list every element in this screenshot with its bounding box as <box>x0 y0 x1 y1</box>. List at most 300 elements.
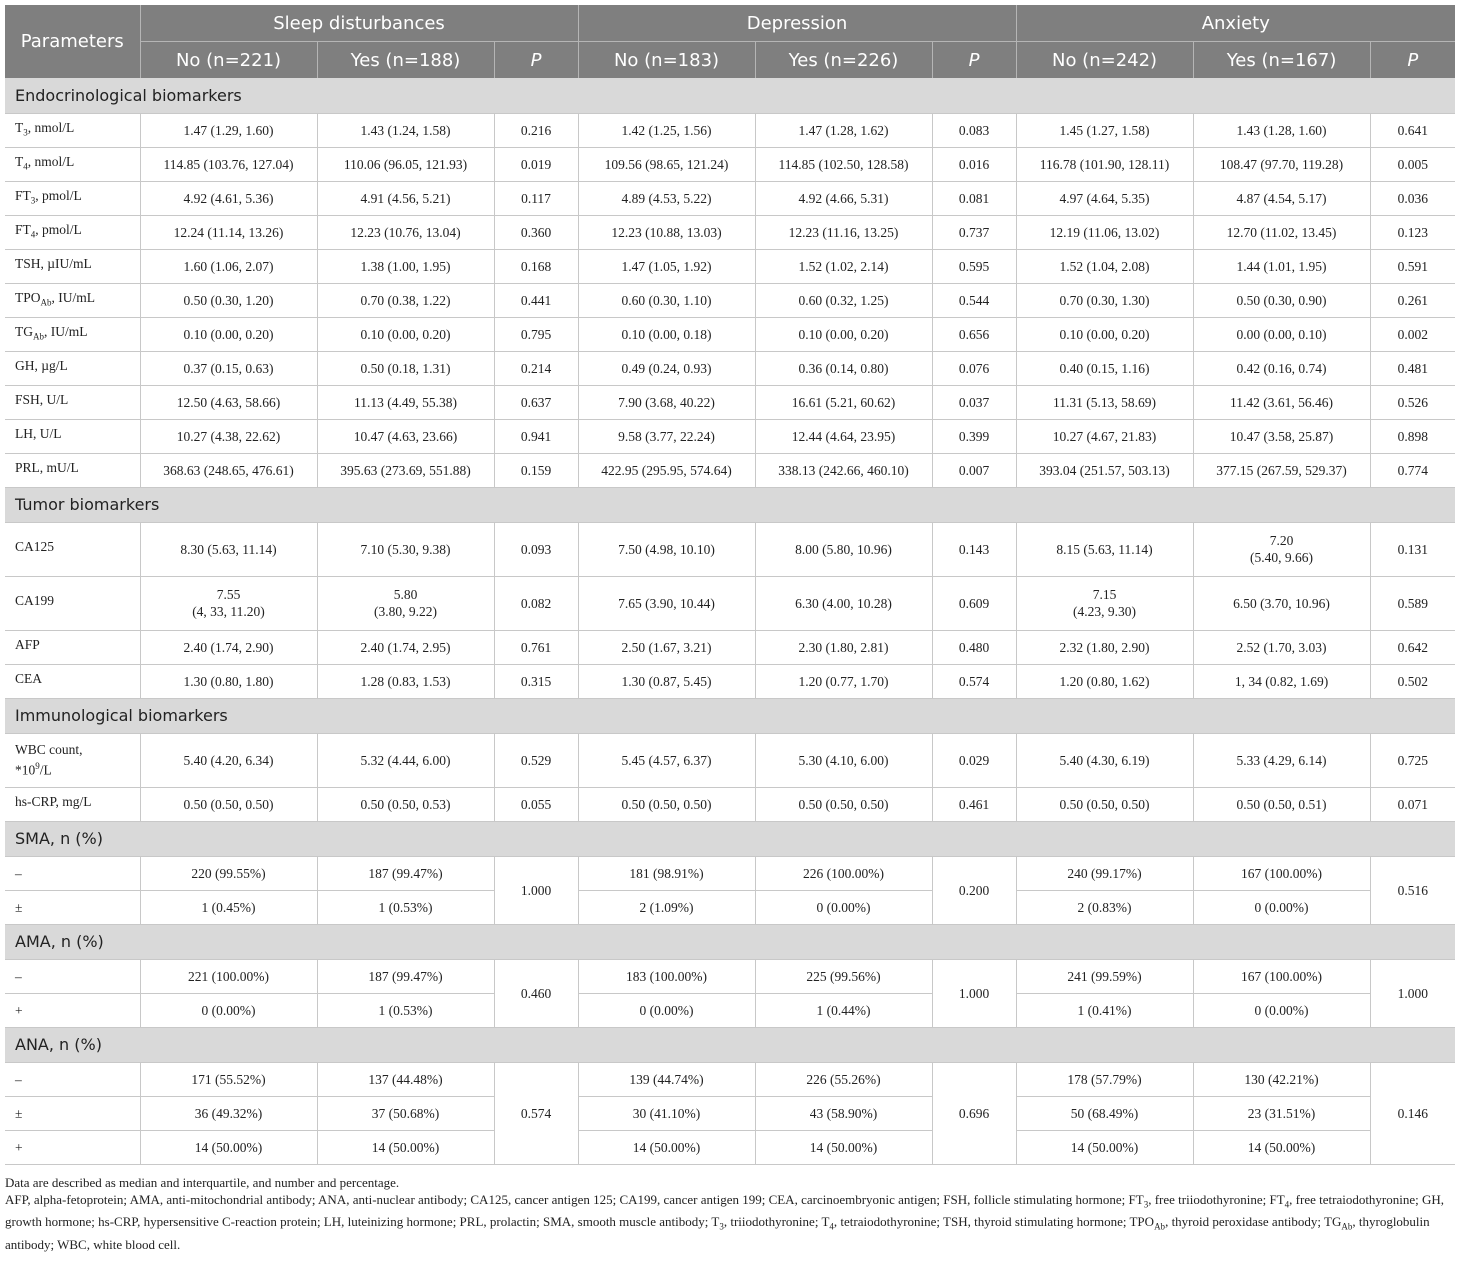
p-value-cell: 0.761 <box>494 630 578 664</box>
value-cell: 11.31 (5.13, 58.69) <box>1016 385 1193 419</box>
p-value-cell: 0.123 <box>1370 215 1455 249</box>
value-cell: 0.50 (0.50, 0.50) <box>140 787 317 821</box>
parameter-label: AFP <box>15 636 40 652</box>
table-row <box>5 522 1455 576</box>
value-cell: 1.30 (0.80, 1.80) <box>140 664 317 698</box>
value-cell: 0.70 (0.38, 1.22) <box>317 283 494 317</box>
p-value-cell: 0.036 <box>1370 181 1455 215</box>
abbrev-text: , free tetraiodothyronine; GH, growth hormone; hs-CRP, hypersensitive C-reaction protein; LH, luteinizing hormone; PRL, prolactin; SMA, smooth muscle antibody; T <box>5 1191 1445 1230</box>
value-cell: 0.40 (0.15, 1.16) <box>1016 351 1193 385</box>
p-value-cell: 0.076 <box>932 351 1016 385</box>
p-value-cell: 0.481 <box>1370 351 1455 385</box>
value-cell: 0.00 (0.00, 0.10) <box>1193 317 1370 351</box>
value-cell: 1.52 (1.02, 2.14) <box>755 249 932 283</box>
value-cell: 0 (0.00%) <box>755 890 932 924</box>
value-cell: 110.06 (96.05, 121.93) <box>317 147 494 181</box>
table-row <box>5 993 1455 1027</box>
p-value-cell: 0.637 <box>494 385 578 419</box>
p-value-cell: 0.081 <box>932 181 1016 215</box>
p-value-cell: 0.591 <box>1370 249 1455 283</box>
value-cell: 0.50 (0.18, 1.31) <box>317 351 494 385</box>
value-cell: 220 (99.55%) <box>140 856 317 890</box>
value-cell: 14 (50.00%) <box>317 1130 494 1164</box>
p-value-cell: 0.461 <box>932 787 1016 821</box>
value-cell: 4.92 (4.66, 5.31) <box>755 181 932 215</box>
parameter-label: LH, U/L <box>15 425 62 441</box>
value-cell: 0.60 (0.30, 1.10) <box>578 283 755 317</box>
p-value-cell: 0.737 <box>932 215 1016 249</box>
value-cell: 0 (0.00%) <box>140 993 317 1027</box>
p-value-cell: 0.029 <box>932 733 1016 787</box>
value-cell: 5.80 (3.80, 9.22) <box>317 576 494 630</box>
value-cell: 7.65 (3.90, 10.44) <box>578 576 755 630</box>
value-cell: 108.47 (97.70, 119.28) <box>1193 147 1370 181</box>
category-label: ± <box>5 890 140 924</box>
table-row <box>5 147 1455 181</box>
abbrev-text: , thyroglobulin antibody; WBC, white blood cell. <box>5 1214 1430 1252</box>
value-cell: 1.47 (1.05, 1.92) <box>578 249 755 283</box>
value-cell: 178 (57.79%) <box>1016 1062 1193 1096</box>
value-cell: 11.13 (4.49, 55.38) <box>317 385 494 419</box>
value-cell: 0 (0.00%) <box>578 993 755 1027</box>
abbrev-text: , tetraiodothyronine; TSH, thyroid stimulating hormone; TPO <box>833 1214 1155 1230</box>
value-cell: 14 (50.00%) <box>1016 1130 1193 1164</box>
value-cell: 30 (41.10%) <box>578 1096 755 1130</box>
table-row <box>5 317 1455 351</box>
p-header: P <box>932 42 1016 79</box>
value-cell: 1.45 (1.27, 1.58) <box>1016 113 1193 147</box>
p-value-cell: 0.441 <box>494 283 578 317</box>
parameter-sub: 3 <box>30 195 36 206</box>
parameter-cell <box>5 351 140 385</box>
value-cell: 7.20 (5.40, 9.66) <box>1193 522 1370 576</box>
section-title: ANA, n (%) <box>5 1027 1455 1062</box>
value-cell: 5.40 (4.20, 6.34) <box>140 733 317 787</box>
value-cell: 12.24 (11.14, 13.26) <box>140 215 317 249</box>
value-cell: 7.90 (3.68, 40.22) <box>578 385 755 419</box>
value-cell: 4.89 (4.53, 5.22) <box>578 181 755 215</box>
p-value-cell: 0.595 <box>932 249 1016 283</box>
value-cell: 167 (100.00%) <box>1193 959 1370 993</box>
parameter-cell <box>5 419 140 453</box>
p-value-cell: 1.000 <box>494 856 578 924</box>
value-cell: 1 (0.41%) <box>1016 993 1193 1027</box>
p-value-cell: 0.016 <box>932 147 1016 181</box>
value-cell: 0.50 (0.50, 0.53) <box>317 787 494 821</box>
value-cell: 1.38 (1.00, 1.95) <box>317 249 494 283</box>
value-cell: 37 (50.68%) <box>317 1096 494 1130</box>
abbrev-text: , free triiodothyronine; FT <box>1148 1191 1285 1207</box>
abbrev-text: , thyroid peroxidase antibody; TG <box>1165 1214 1342 1230</box>
category-label: ± <box>5 1096 140 1130</box>
abbrev-sub: 4 <box>1284 1199 1290 1210</box>
parameter-cell <box>5 317 140 351</box>
p-value-cell: 0.071 <box>1370 787 1455 821</box>
category-label: – <box>5 1062 140 1096</box>
value-cell: 139 (44.74%) <box>578 1062 755 1096</box>
parameter-cell <box>5 249 140 283</box>
value-cell: 393.04 (251.57, 503.13) <box>1016 453 1193 487</box>
p-value-cell: 0.216 <box>494 113 578 147</box>
table-row <box>5 283 1455 317</box>
parameter-cell <box>5 522 140 576</box>
table-body <box>5 78 1455 1164</box>
sub-header: No (n=183) <box>578 42 755 79</box>
sub-header: Yes (n=226) <box>755 42 932 79</box>
parameter-sub: 4 <box>23 161 28 172</box>
section-row <box>5 924 1455 959</box>
value-cell: 14 (50.00%) <box>755 1130 932 1164</box>
value-cell: 12.70 (11.02, 13.45) <box>1193 215 1370 249</box>
table-row <box>5 453 1455 487</box>
value-cell: 5.45 (4.57, 6.37) <box>578 733 755 787</box>
data-table <box>5 5 1455 1165</box>
parameter-label: FSH, U/L <box>15 391 69 407</box>
p-value-cell: 0.795 <box>494 317 578 351</box>
p-value-cell: 0.516 <box>1370 856 1455 924</box>
value-cell: 221 (100.00%) <box>140 959 317 993</box>
abbrev-text: AFP, alpha-fetoprotein; AMA, anti-mitochondrial antibody; ANA, anti-nuclear antibody; CA125, cancer antigen 125; CA199, cancer antigen 199; CEA, carcinoembryonic antigen; FSH, follicle stimulating hormone; FT <box>5 1191 1144 1207</box>
p-value-cell: 0.131 <box>1370 522 1455 576</box>
value-cell: 9.58 (3.77, 22.24) <box>578 419 755 453</box>
p-value-cell: 0.656 <box>932 317 1016 351</box>
p-value-cell: 0.774 <box>1370 453 1455 487</box>
p-header: P <box>1370 42 1455 79</box>
p-value-cell: 0.589 <box>1370 576 1455 630</box>
value-cell: 1, 34 (0.82, 1.69) <box>1193 664 1370 698</box>
value-cell: 14 (50.00%) <box>1193 1130 1370 1164</box>
value-cell: 4.92 (4.61, 5.36) <box>140 181 317 215</box>
value-cell: 1 (0.44%) <box>755 993 932 1027</box>
value-cell: 130 (42.21%) <box>1193 1062 1370 1096</box>
sub-header: No (n=221) <box>140 42 317 79</box>
value-cell: 12.44 (4.64, 23.95) <box>755 419 932 453</box>
p-value-cell: 0.641 <box>1370 113 1455 147</box>
value-cell: 1.47 (1.29, 1.60) <box>140 113 317 147</box>
value-cell: 167 (100.00%) <box>1193 856 1370 890</box>
table-notes <box>5 1174 1455 1253</box>
p-value-cell: 0.480 <box>932 630 1016 664</box>
parameter-sub: 3 <box>23 127 28 138</box>
p-value-cell: 0.941 <box>494 419 578 453</box>
value-cell: 4.97 (4.64, 5.35) <box>1016 181 1193 215</box>
value-cell: 1.28 (0.83, 1.53) <box>317 664 494 698</box>
p-value-cell: 0.005 <box>1370 147 1455 181</box>
p-value-cell: 0.143 <box>932 522 1016 576</box>
value-cell: 11.42 (3.61, 56.46) <box>1193 385 1370 419</box>
value-cell: 8.15 (5.63, 11.14) <box>1016 522 1193 576</box>
value-cell: 23 (31.51%) <box>1193 1096 1370 1130</box>
table-row <box>5 856 1455 890</box>
p-value-cell: 0.526 <box>1370 385 1455 419</box>
p-value-cell: 0.529 <box>494 733 578 787</box>
value-cell: 5.32 (4.44, 6.00) <box>317 733 494 787</box>
value-cell: 0.70 (0.30, 1.30) <box>1016 283 1193 317</box>
table-row <box>5 1130 1455 1164</box>
value-cell: 0.50 (0.50, 0.50) <box>1016 787 1193 821</box>
p-value-cell: 0.502 <box>1370 664 1455 698</box>
value-cell: 1.43 (1.24, 1.58) <box>317 113 494 147</box>
value-cell: 2.50 (1.67, 3.21) <box>578 630 755 664</box>
value-cell: 338.13 (242.66, 460.10) <box>755 453 932 487</box>
p-value-cell: 0.083 <box>932 113 1016 147</box>
category-label: – <box>5 856 140 890</box>
value-cell: 0.10 (0.00, 0.20) <box>317 317 494 351</box>
value-cell: 114.85 (102.50, 128.58) <box>755 147 932 181</box>
value-cell: 116.78 (101.90, 128.11) <box>1016 147 1193 181</box>
value-cell: 2.40 (1.74, 2.90) <box>140 630 317 664</box>
section-row <box>5 698 1455 733</box>
value-cell: 1.52 (1.04, 2.08) <box>1016 249 1193 283</box>
value-cell: 225 (99.56%) <box>755 959 932 993</box>
table-row <box>5 181 1455 215</box>
parameter-cell <box>5 576 140 630</box>
table-row <box>5 419 1455 453</box>
p-value-cell: 0.007 <box>932 453 1016 487</box>
section-title: Endocrinological biomarkers <box>5 78 1455 113</box>
abbrev-sub: 4 <box>829 1221 834 1232</box>
value-cell: 1.20 (0.77, 1.70) <box>755 664 932 698</box>
value-cell: 1 (0.53%) <box>317 993 494 1027</box>
value-cell: 1 (0.53%) <box>317 890 494 924</box>
section-title: AMA, n (%) <box>5 924 1455 959</box>
parameter-cell <box>5 283 140 317</box>
p-value-cell: 0.037 <box>932 385 1016 419</box>
parameter-label: T <box>15 119 24 135</box>
value-cell: 1.20 (0.80, 1.62) <box>1016 664 1193 698</box>
value-cell: 12.50 (4.63, 58.66) <box>140 385 317 419</box>
abbrev-sub: 3 <box>719 1221 724 1232</box>
parameter-cell <box>5 733 140 787</box>
parameter-label: , IU/mL <box>44 323 88 339</box>
parameter-label: CEA <box>15 670 42 686</box>
value-cell: 1.42 (1.25, 1.56) <box>578 113 755 147</box>
table-row <box>5 630 1455 664</box>
value-cell: 7.15 (4.23, 9.30) <box>1016 576 1193 630</box>
p-value-cell: 0.002 <box>1370 317 1455 351</box>
value-cell: 12.23 (10.76, 13.04) <box>317 215 494 249</box>
abbrev-text: , triiodothyronine; T <box>723 1214 830 1230</box>
parameter-cell <box>5 664 140 698</box>
abbrev-sub: 3 <box>1143 1199 1149 1210</box>
parameter-label: , nmol/L <box>27 153 75 169</box>
p-header: P <box>494 42 578 79</box>
value-cell: 2 (1.09%) <box>578 890 755 924</box>
value-cell: 1.47 (1.28, 1.62) <box>755 113 932 147</box>
value-cell: 1.30 (0.87, 5.45) <box>578 664 755 698</box>
value-cell: 422.95 (295.95, 574.64) <box>578 453 755 487</box>
table-row <box>5 1096 1455 1130</box>
section-row <box>5 821 1455 856</box>
value-cell: 36 (49.32%) <box>140 1096 317 1130</box>
section-row <box>5 487 1455 522</box>
parameter-sup: 9 <box>35 761 40 772</box>
value-cell: 8.00 (5.80, 10.96) <box>755 522 932 576</box>
value-cell: 12.23 (11.16, 13.25) <box>755 215 932 249</box>
section-row <box>5 78 1455 113</box>
value-cell: 2.32 (1.80, 2.90) <box>1016 630 1193 664</box>
value-cell: 181 (98.91%) <box>578 856 755 890</box>
p-value-cell: 0.146 <box>1370 1062 1455 1164</box>
parameter-cell <box>5 385 140 419</box>
value-cell: 2.52 (1.70, 3.03) <box>1193 630 1370 664</box>
parameter-cell <box>5 787 140 821</box>
value-cell: 0.10 (0.00, 0.20) <box>1016 317 1193 351</box>
parameter-sub: Ab <box>40 297 52 308</box>
p-value-cell: 0.261 <box>1370 283 1455 317</box>
p-value-cell: 0.360 <box>494 215 578 249</box>
parameter-label: CA125 <box>15 538 55 554</box>
parameter-label: , pmol/L <box>35 221 82 237</box>
table-row <box>5 385 1455 419</box>
p-value-cell: 1.000 <box>932 959 1016 1027</box>
table-row <box>5 1062 1455 1096</box>
value-cell: 114.85 (103.76, 127.04) <box>140 147 317 181</box>
p-value-cell: 0.093 <box>494 522 578 576</box>
parameter-label: TSH, µIU/mL <box>15 255 92 271</box>
p-value-cell: 0.200 <box>932 856 1016 924</box>
sub-header: No (n=242) <box>1016 42 1193 79</box>
value-cell: 0.60 (0.32, 1.25) <box>755 283 932 317</box>
value-cell: 2.40 (1.74, 2.95) <box>317 630 494 664</box>
table-row <box>5 959 1455 993</box>
value-cell: 10.47 (3.58, 25.87) <box>1193 419 1370 453</box>
value-cell: 0.50 (0.50, 0.50) <box>755 787 932 821</box>
parameter-label: FT <box>15 187 31 203</box>
value-cell: 0.50 (0.30, 1.20) <box>140 283 317 317</box>
table-container <box>5 5 1455 1253</box>
p-value-cell: 0.055 <box>494 787 578 821</box>
abbreviations-line <box>5 1191 1455 1253</box>
value-cell: 395.63 (273.69, 551.88) <box>317 453 494 487</box>
value-cell: 8.30 (5.63, 11.14) <box>140 522 317 576</box>
value-cell: 2.30 (1.80, 2.81) <box>755 630 932 664</box>
value-cell: 368.63 (248.65, 476.61) <box>140 453 317 487</box>
value-cell: 10.27 (4.67, 21.83) <box>1016 419 1193 453</box>
value-cell: 0.10 (0.00, 0.20) <box>140 317 317 351</box>
sub-header: Yes (n=188) <box>317 42 494 79</box>
value-cell: 0.36 (0.14, 0.80) <box>755 351 932 385</box>
value-cell: 6.30 (4.00, 10.28) <box>755 576 932 630</box>
table-row <box>5 890 1455 924</box>
value-cell: 14 (50.00%) <box>578 1130 755 1164</box>
parameter-label: *10 <box>15 762 36 778</box>
value-cell: 0.50 (0.50, 0.51) <box>1193 787 1370 821</box>
p-value-cell: 0.609 <box>932 576 1016 630</box>
value-cell: 0 (0.00%) <box>1193 890 1370 924</box>
table-header <box>5 5 1455 78</box>
value-cell: 226 (55.26%) <box>755 1062 932 1096</box>
parameter-label: PRL, mU/L <box>15 459 79 475</box>
parameter-label: hs-CRP, mg/L <box>15 793 92 809</box>
value-cell: 0.50 (0.50, 0.50) <box>578 787 755 821</box>
p-value-cell: 0.725 <box>1370 733 1455 787</box>
parameter-cell <box>5 215 140 249</box>
table-row <box>5 215 1455 249</box>
group-header-depression: Depression <box>578 5 1016 42</box>
abbrev-sub: Ab <box>1341 1221 1353 1232</box>
parameter-label: CA199 <box>15 592 55 608</box>
parameter-label: WBC count, <box>15 742 83 758</box>
value-cell: 2 (0.83%) <box>1016 890 1193 924</box>
section-title: Immunological biomarkers <box>5 698 1455 733</box>
section-title: Tumor biomarkers <box>5 487 1455 522</box>
parameter-cell <box>5 147 140 181</box>
table-row <box>5 351 1455 385</box>
table-row <box>5 576 1455 630</box>
parameter-cell <box>5 113 140 147</box>
value-cell: 1.60 (1.06, 2.07) <box>140 249 317 283</box>
value-cell: 187 (99.47%) <box>317 856 494 890</box>
group-header-anxiety: Anxiety <box>1016 5 1455 42</box>
notes-line: Data are described as median and interquartile, and number and percentage. <box>5 1174 400 1190</box>
value-cell: 1.44 (1.01, 1.95) <box>1193 249 1370 283</box>
value-cell: 10.27 (4.38, 22.62) <box>140 419 317 453</box>
parameter-label: , pmol/L <box>35 187 82 203</box>
value-cell: 0.37 (0.15, 0.63) <box>140 351 317 385</box>
parameter-label: T <box>15 153 24 169</box>
table-row <box>5 733 1455 787</box>
value-cell: 43 (58.90%) <box>755 1096 932 1130</box>
parameter-sub: Ab <box>33 331 44 342</box>
parameter-label: , IU/mL <box>51 289 96 305</box>
value-cell: 240 (99.17%) <box>1016 856 1193 890</box>
value-cell: 7.50 (4.98, 10.10) <box>578 522 755 576</box>
category-label: + <box>5 993 140 1027</box>
p-value-cell: 0.159 <box>494 453 578 487</box>
value-cell: 7.10 (5.30, 9.38) <box>317 522 494 576</box>
value-cell: 183 (100.00%) <box>578 959 755 993</box>
p-value-cell: 0.019 <box>494 147 578 181</box>
parameter-label: TPO <box>15 289 41 305</box>
p-value-cell: 0.460 <box>494 959 578 1027</box>
p-value-cell: 0.168 <box>494 249 578 283</box>
table-row <box>5 113 1455 147</box>
parameter-sub: 4 <box>30 229 36 240</box>
p-value-cell: 0.898 <box>1370 419 1455 453</box>
p-value-cell: 1.000 <box>1370 959 1455 1027</box>
parameter-label: , nmol/L <box>27 119 75 135</box>
value-cell: 0.42 (0.16, 0.74) <box>1193 351 1370 385</box>
value-cell: 4.91 (4.56, 5.21) <box>317 181 494 215</box>
sub-header: Yes (n=167) <box>1193 42 1370 79</box>
value-cell: 4.87 (4.54, 5.17) <box>1193 181 1370 215</box>
value-cell: 12.19 (11.06, 13.02) <box>1016 215 1193 249</box>
parameter-label: GH, µg/L <box>15 357 68 373</box>
value-cell: 50 (68.49%) <box>1016 1096 1193 1130</box>
category-label: + <box>5 1130 140 1164</box>
value-cell: 6.50 (3.70, 10.96) <box>1193 576 1370 630</box>
value-cell: 137 (44.48%) <box>317 1062 494 1096</box>
p-value-cell: 0.315 <box>494 664 578 698</box>
p-value-cell: 0.544 <box>932 283 1016 317</box>
value-cell: 5.33 (4.29, 6.14) <box>1193 733 1370 787</box>
section-title: SMA, n (%) <box>5 821 1455 856</box>
p-value-cell: 0.574 <box>932 664 1016 698</box>
value-cell: 5.40 (4.30, 6.19) <box>1016 733 1193 787</box>
p-value-cell: 0.696 <box>932 1062 1016 1164</box>
parameter-cell <box>5 453 140 487</box>
p-value-cell: 0.399 <box>932 419 1016 453</box>
parameter-label: FT <box>15 221 31 237</box>
value-cell: 0.10 (0.00, 0.18) <box>578 317 755 351</box>
parameter-cell <box>5 630 140 664</box>
abbrev-sub: Ab <box>1154 1221 1166 1232</box>
value-cell: 171 (55.52%) <box>140 1062 317 1096</box>
parameter-cell <box>5 181 140 215</box>
value-cell: 0 (0.00%) <box>1193 993 1370 1027</box>
value-cell: 241 (99.59%) <box>1016 959 1193 993</box>
